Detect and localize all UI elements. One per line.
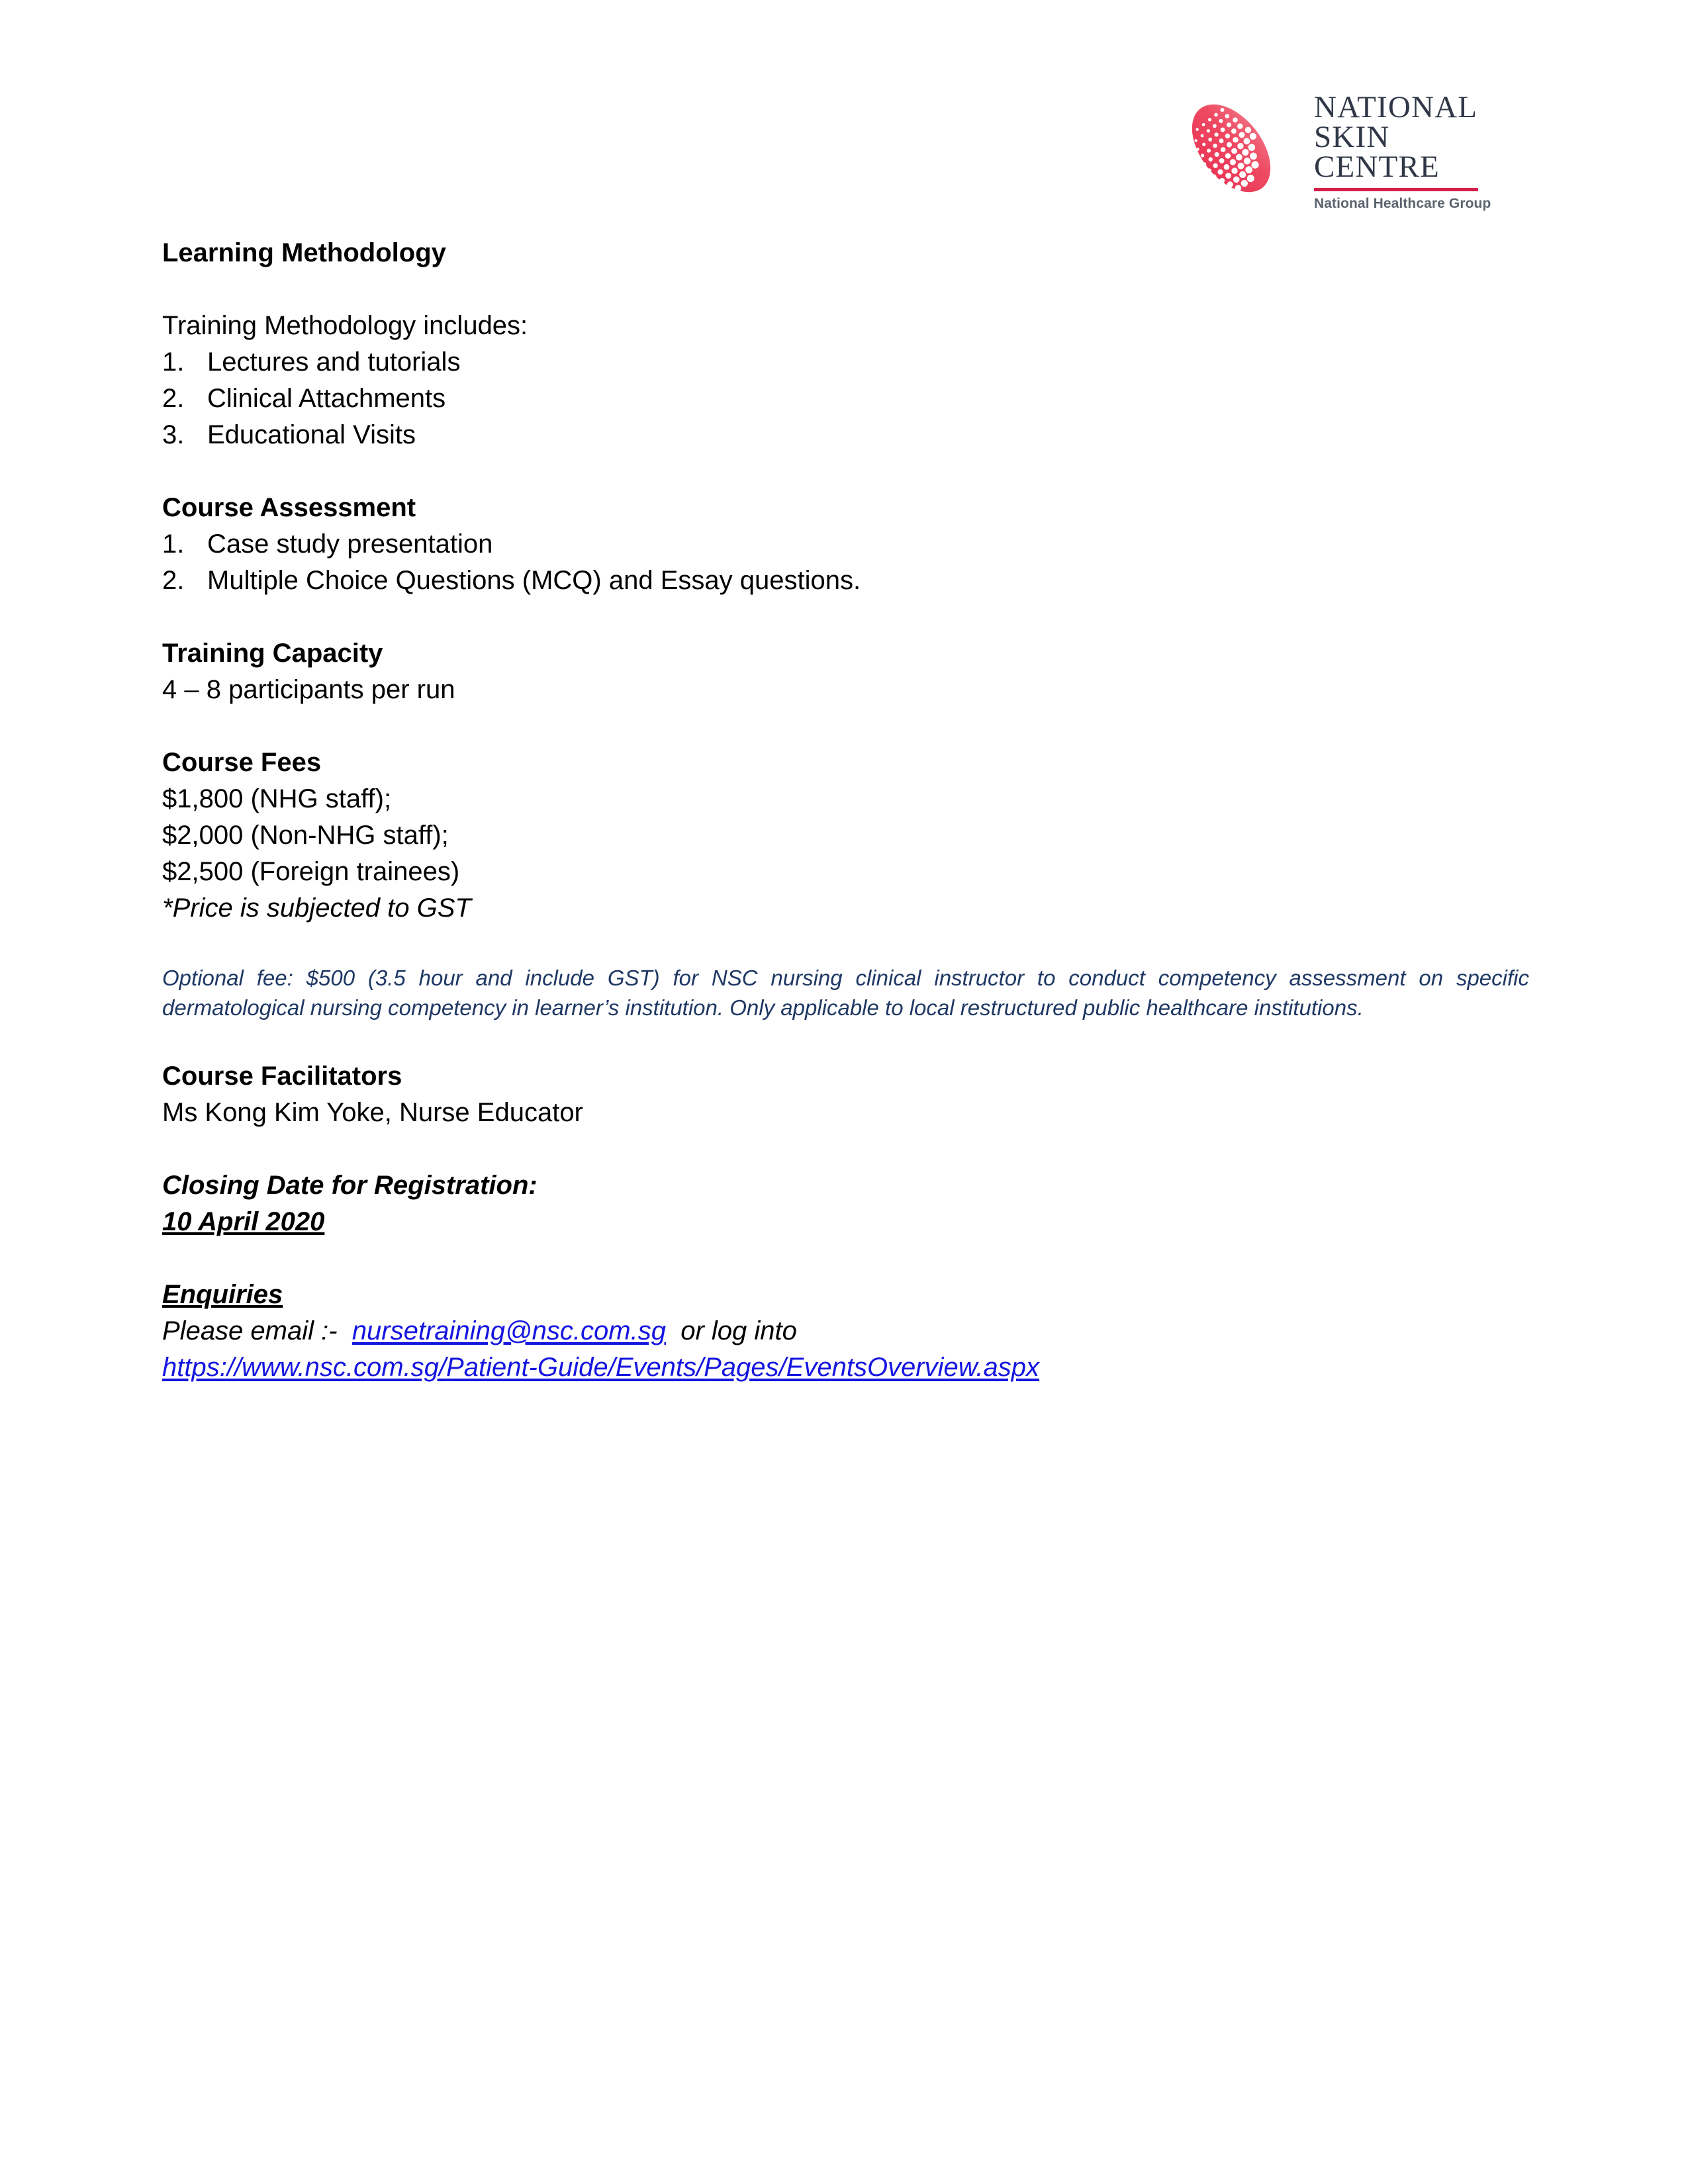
list-item (162, 526, 1529, 563)
text-fee-foreign: $2,500 (Foreign trainees) (162, 857, 460, 886)
line-website-url (162, 1349, 1529, 1386)
logo-divider-rule (1314, 188, 1478, 191)
text-training-capacity: 4 – 8 participants per run (162, 675, 455, 704)
logo-line-skin: SKIN (1314, 120, 1390, 154)
spacer (162, 453, 1529, 490)
text-training-methodology-intro: Training Methodology includes: (162, 311, 528, 340)
list-item-number: 2. (162, 384, 185, 413)
list-item (162, 344, 1529, 381)
spacer (162, 1131, 1529, 1167)
spacer (162, 927, 1529, 963)
nsc-wordmark (1314, 90, 1491, 212)
spacer (162, 708, 1529, 745)
list-item-label: Educational Visits (207, 420, 416, 449)
website-url-link[interactable]: https://www.nsc.com.sg/Patient-Guide/Events/Pages/EventsOverview.aspx (162, 1353, 1040, 1382)
heading-course-facilitators: Course Facilitators (162, 1062, 402, 1091)
logo-subtitle-nhg: National Healthcare Group (1314, 196, 1491, 211)
text-email-prefix: Please email :- (162, 1316, 338, 1345)
list-learning-methodology (162, 344, 1529, 453)
text-email-suffix: or log into (680, 1316, 797, 1345)
list-course-assessment (162, 526, 1529, 599)
text-closing-date-value: 10 April 2020 (162, 1207, 325, 1236)
heading-course-assessment: Course Assessment (162, 493, 416, 522)
list-item (162, 417, 1529, 453)
text-gst-note: *Price is subjected to GST (162, 893, 471, 923)
text-fee-non-nhg: $2,000 (Non-NHG staff); (162, 821, 449, 850)
heading-enquiries: Enquiries (162, 1280, 283, 1309)
spacer (162, 1240, 1529, 1277)
list-item-label: Clinical Attachments (207, 384, 446, 413)
list-item-number: 2. (162, 566, 185, 595)
list-item-label: Multiple Choice Questions (MCQ) and Essay questions. (207, 566, 861, 595)
list-item (162, 381, 1529, 417)
list-item (162, 563, 1529, 599)
list-item-number: 3. (162, 420, 185, 449)
list-item-number: 1. (162, 347, 185, 377)
nsc-halftone-ellipse-icon (1182, 95, 1281, 201)
heading-course-fees: Course Fees (162, 748, 322, 777)
logo-line-centre: CENTRE (1314, 150, 1440, 184)
text-course-facilitator-name: Ms Kong Kim Yoke, Nurse Educator (162, 1098, 583, 1127)
paragraph-optional-fee: Optional fee: $500 (3.5 hour and include GST) for NSC nursing clinical instructor to conduct competency assessment on specific dermatological nursing competency in learner’s institution. Only applicable to local restructured public healthcare institutions. (162, 966, 1529, 1020)
list-item-label: Case study presentation (207, 529, 493, 559)
spacer (162, 599, 1529, 635)
heading-closing-date: Closing Date for Registration: (162, 1171, 538, 1200)
line-email-enquiry (162, 1313, 1529, 1349)
document-body (162, 235, 1529, 1386)
nsc-logo (1182, 90, 1491, 218)
spacer (162, 271, 1529, 308)
list-item-label: Lectures and tutorials (207, 347, 461, 377)
list-item-number: 1. (162, 529, 185, 559)
logo-line-national: NATIONAL (1314, 90, 1478, 124)
text-fee-nhg: $1,800 (NHG staff); (162, 784, 392, 813)
spacer (162, 1040, 1529, 1058)
heading-training-capacity: Training Capacity (162, 639, 383, 668)
email-link[interactable]: nursetraining@nsc.com.sg (352, 1316, 666, 1345)
spacer (162, 1023, 1529, 1040)
heading-learning-methodology: Learning Methodology (162, 238, 446, 267)
